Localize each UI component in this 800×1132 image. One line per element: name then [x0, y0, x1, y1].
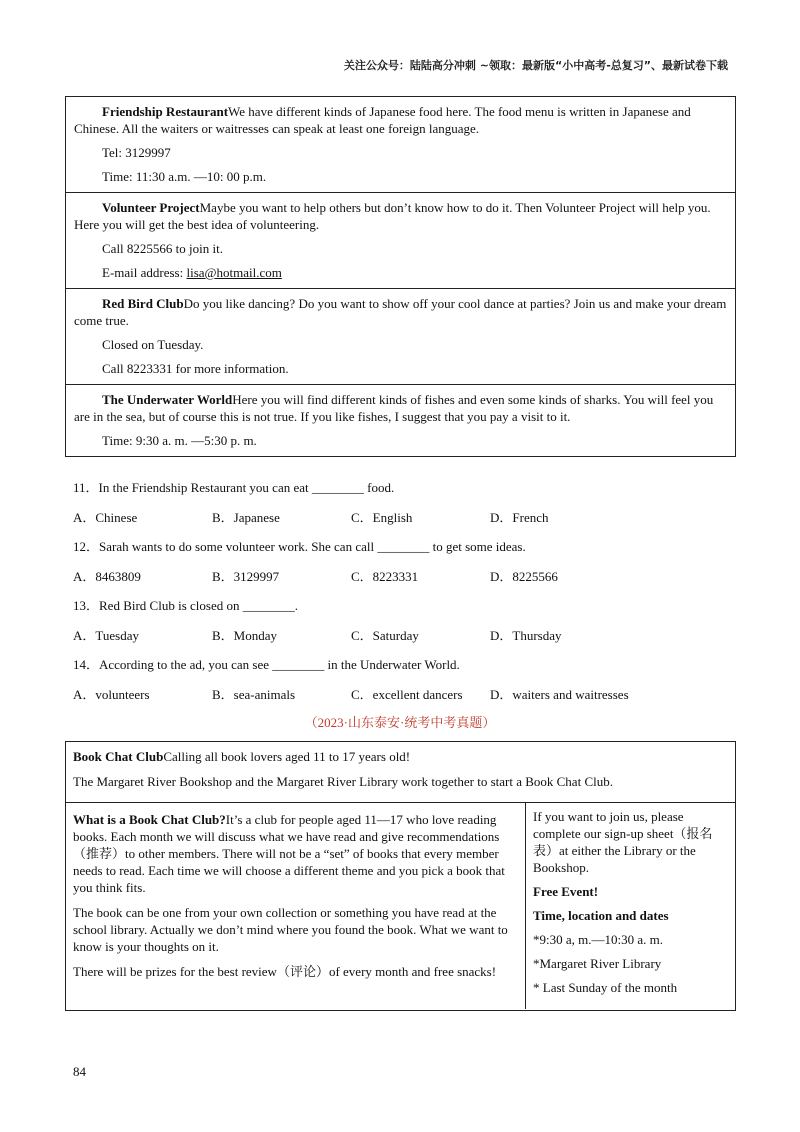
option-b[interactable]: B．3129997: [212, 568, 280, 584]
book-intro-text-2: The Margaret River Bookshop and the Margaret River Library work together to start a Book Chat Club.: [73, 774, 613, 789]
question-14: 14．According to the ad, you can see ________ in the Underwater World.: [73, 657, 460, 672]
ad-title: Volunteer Project: [102, 200, 200, 215]
option-d[interactable]: D．Thursday: [490, 627, 562, 643]
event-location: *Margaret River Library: [533, 956, 662, 971]
ad-text: Maybe you want to help others but don’t know how to do it. Then Volunteer Project will help you. Here you will get the best idea of volunteering.: [74, 200, 711, 232]
ad-line: Time: 11:30 a.m. —10: 00 p.m.: [102, 169, 267, 184]
question-11: 11．In the Friendship Restaurant you can eat ________ food.: [73, 480, 395, 495]
option-b[interactable]: B．Japanese: [212, 509, 280, 525]
ad-line: Closed on Tuesday.: [102, 337, 204, 352]
options-13: [73, 627, 743, 657]
page-header: 关注公众号：陆陆高分冲刺 ~领取：最新版“小中高考-总复习”、最新试卷下载: [343, 59, 728, 72]
option-c[interactable]: C．8223331: [351, 568, 419, 584]
book-intro-text: Calling all book lovers aged 11 to 17 years old!: [163, 749, 411, 764]
question-12: 12．Sarah wants to do some volunteer work. She can call ________ to get some ideas.: [73, 539, 526, 554]
book-title: Book Chat Club: [73, 749, 164, 764]
ad-line: Call 8223331 for more information.: [102, 361, 289, 376]
option-b[interactable]: B．sea-animals: [212, 686, 296, 702]
option-b[interactable]: B．Monday: [212, 627, 278, 643]
option-a[interactable]: A．Chinese: [73, 509, 138, 525]
question-13: 13．Red Bird Club is closed on ________.: [73, 598, 298, 613]
ad-underwater-world: [66, 385, 735, 456]
book-para-2: The book can be one from your own collection or something you have read at the school library. Actually we don’t mind where you found the book. What we want to know is your thoughts on it.: [73, 905, 508, 954]
book-chat-club-ad: [65, 741, 736, 1011]
email-label: E-mail address:: [102, 265, 187, 280]
what-title: What is a Book Chat Club?: [73, 812, 226, 827]
option-c[interactable]: C．English: [351, 509, 413, 525]
questions: [73, 479, 743, 715]
ad-volunteer-project: [66, 193, 735, 289]
option-c[interactable]: C．excellent dancers: [351, 686, 463, 702]
book-details: [66, 803, 735, 1009]
option-a[interactable]: A．volunteers: [73, 686, 150, 702]
what-text: It’s a club for people aged 11—17 who love reading books. Each month we will discuss what we have read and give recommendations（推荐）to other members. There will not be a “set” of books that every member needs to read. Each time we will choose a different theme and you pick a book that you think fits.: [73, 812, 505, 895]
ad-title: Red Bird Club: [102, 296, 184, 311]
options-14: [73, 686, 743, 716]
page-number: 84: [73, 1064, 86, 1079]
ad-line: Call 8225566 to join it.: [102, 241, 223, 256]
ad-title: The Underwater World: [102, 392, 233, 407]
event-time: *9:30 a, m.—10:30 a. m.: [533, 932, 663, 947]
options-11: [73, 509, 743, 539]
option-d[interactable]: D．French: [490, 509, 549, 525]
book-signup-info: [526, 803, 735, 1009]
option-a[interactable]: A．8463809: [73, 568, 141, 584]
options-12: [73, 568, 743, 598]
ad-text: We have different kinds of Japanese food here. The food menu is written in Japanese and Chinese. All the waiters or waitresses can speak at least one foreign language.: [74, 104, 691, 136]
event-date: * Last Sunday of the month: [533, 980, 678, 995]
option-d[interactable]: D．8225566: [490, 568, 558, 584]
option-a[interactable]: A．Tuesday: [73, 627, 139, 643]
ad-title: Friendship Restaurant: [102, 104, 229, 119]
ad-text: Here you will find different kinds of fishes and even some kinds of sharks. You will feel you are in the sea, but of course this is not true. If you like fishes, I suggest that you pay a visit to it.: [74, 392, 714, 424]
ad-text: Do you like dancing? Do you want to show off your cool dance at parties? Join us and make your dream come true.: [74, 296, 727, 328]
time-location-title: Time, location and dates: [533, 908, 669, 923]
book-description: [66, 803, 526, 1009]
exam-source: （2023·山东泰安·统考中考真题）: [304, 715, 496, 730]
book-para-3: There will be prizes for the best review（评论）of every month and free snacks!: [73, 964, 497, 979]
signup-text: If you want to join us, please complete our sign-up sheet（报名表）at either the Library or the Bookshop.: [533, 809, 713, 875]
ad-line: Tel: 3129997: [102, 145, 171, 160]
free-event: Free Event!: [533, 884, 599, 899]
ads-table: [65, 96, 736, 457]
email-link[interactable]: lisa@hotmail.com: [186, 265, 282, 280]
ad-red-bird-club: [66, 289, 735, 385]
book-intro: [66, 742, 735, 803]
ad-line: Time: 9:30 a. m. —5:30 p. m.: [102, 433, 257, 448]
option-c[interactable]: C．Saturday: [351, 627, 419, 643]
option-d[interactable]: D．waiters and waitresses: [490, 686, 629, 702]
ad-friendship-restaurant: [66, 97, 735, 193]
